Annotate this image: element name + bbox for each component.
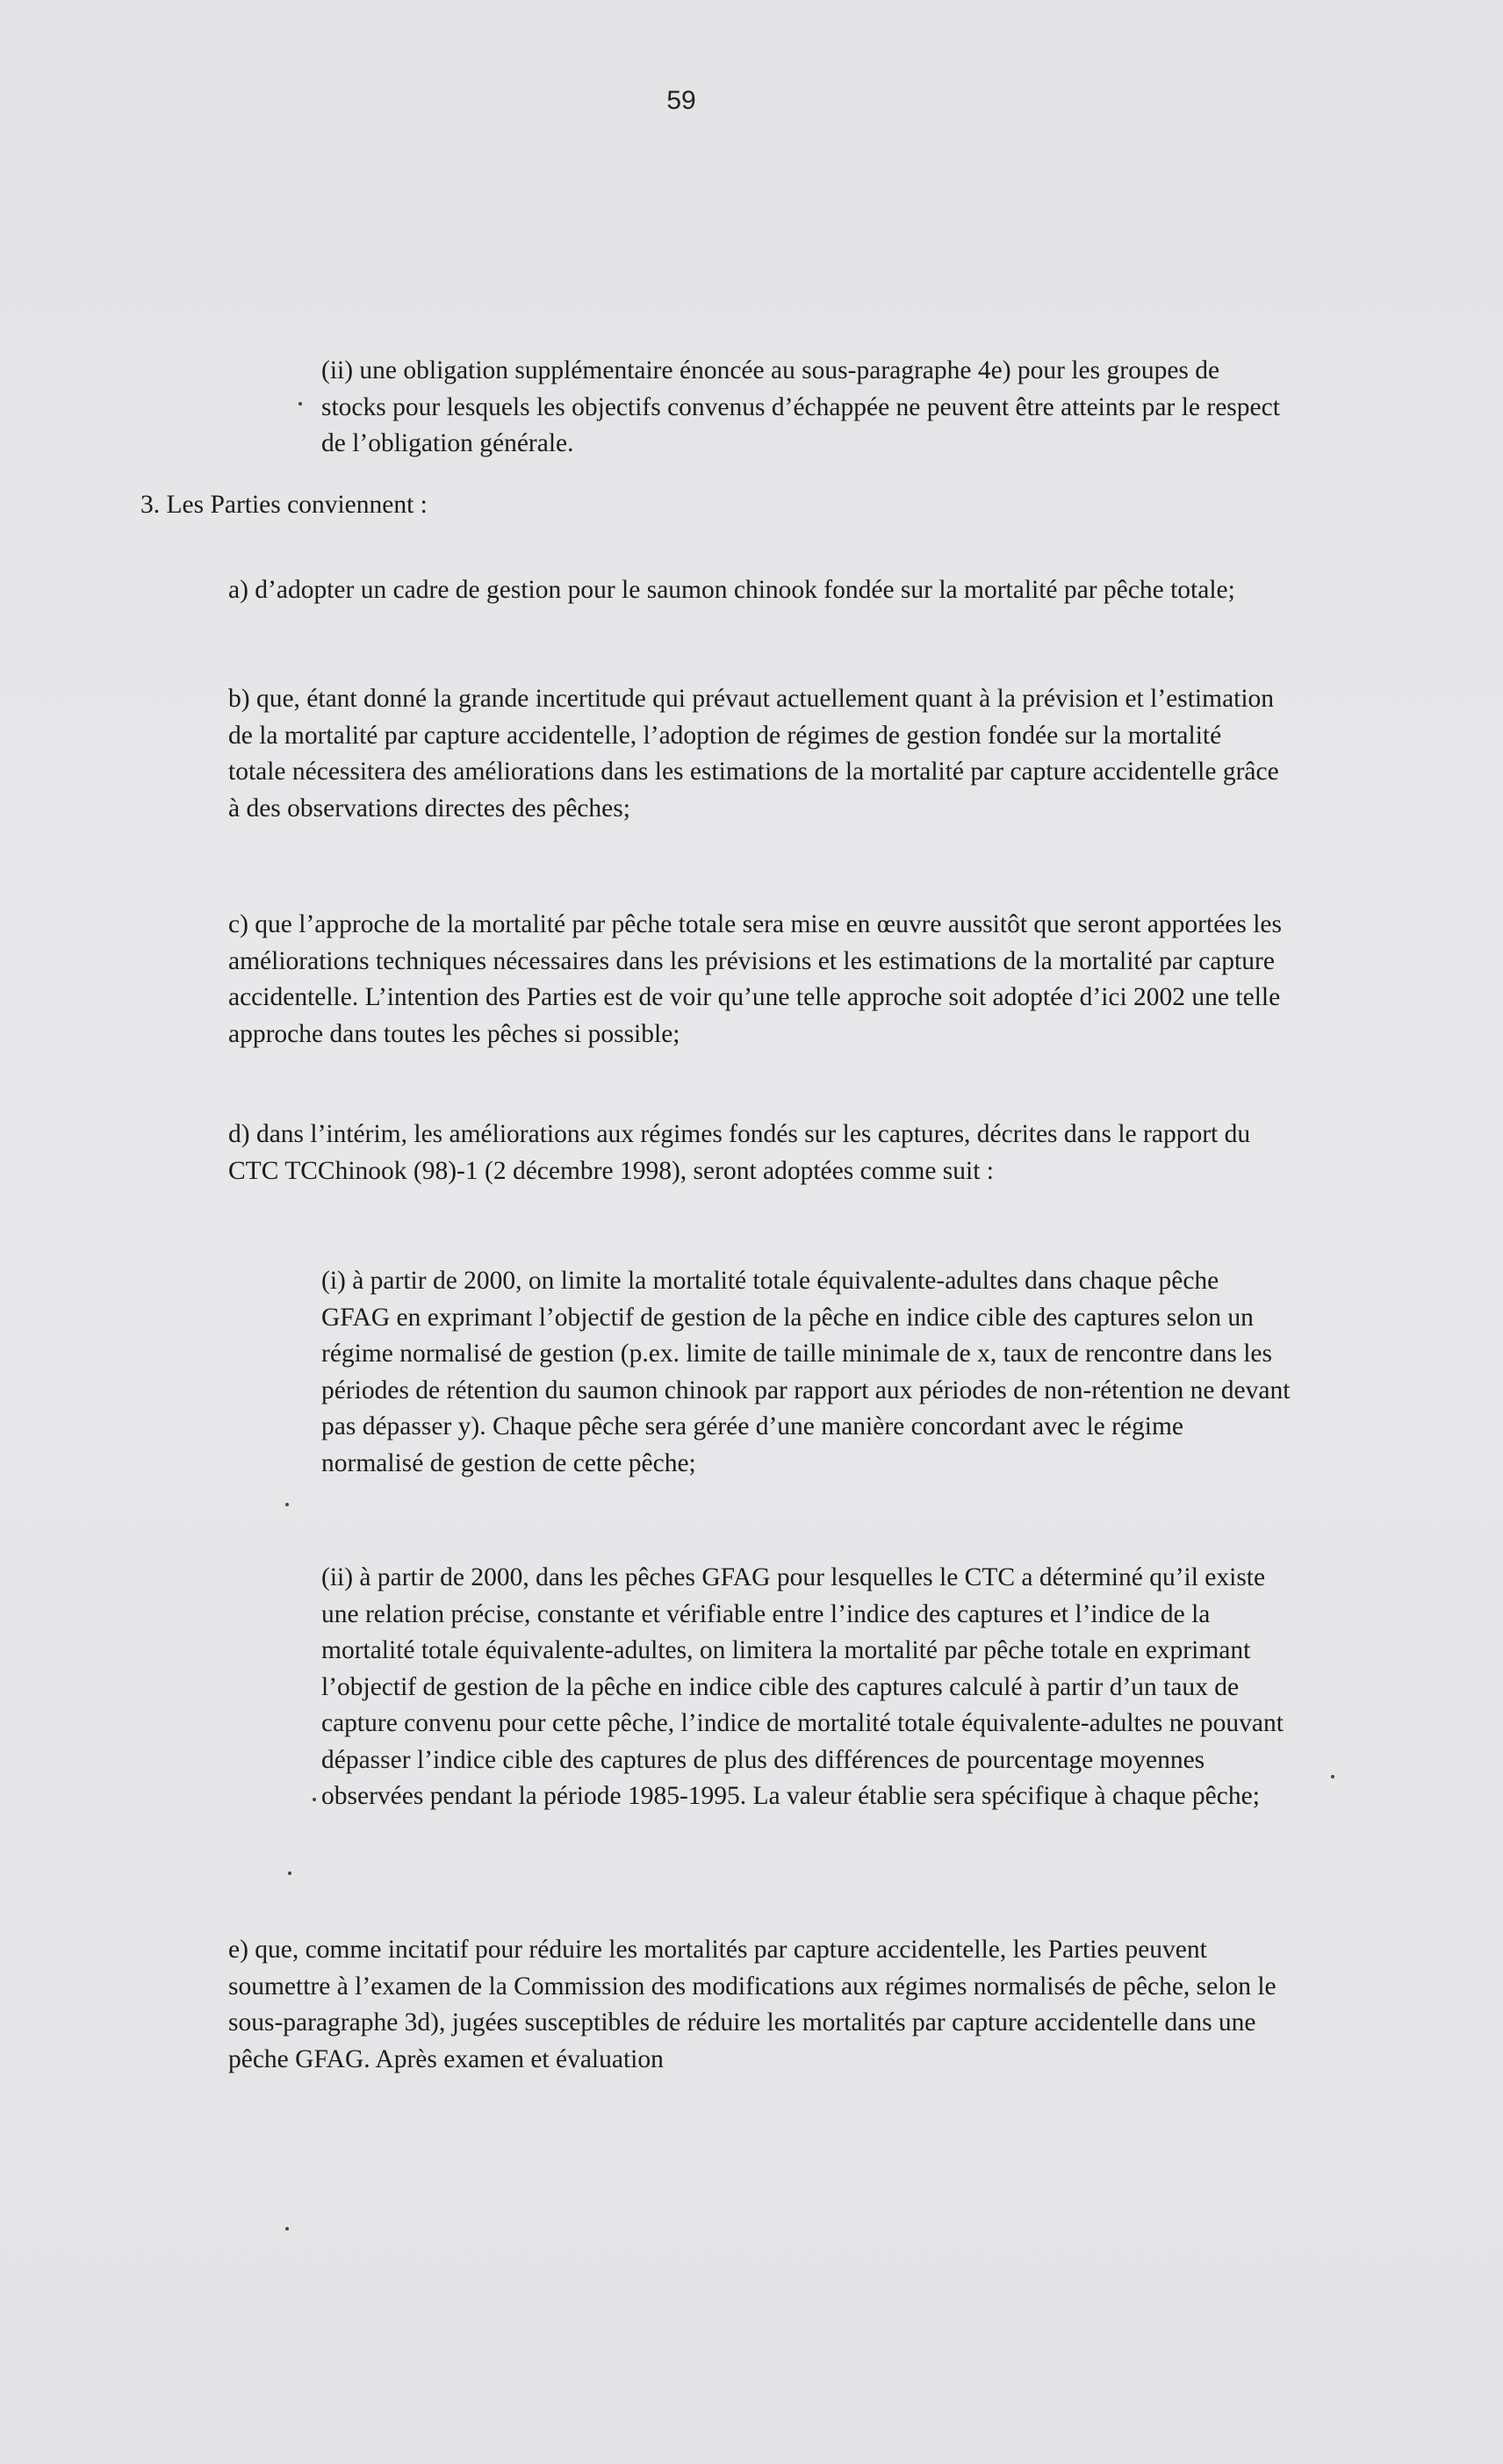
paragraph-item-d: d) dans l’intérim, les améliorations aux régimes fondés sur les captures, décrites dans le rapport du CTC TCChinook (98)-1 (2 décembre 1998), seront adoptées comme suit : <box>228 1120 1251 1185</box>
paragraph-item-d-i: (i) à partir de 2000, on limite la mortalité totale équivalente-adultes dans chaque pêche GFAG en exprimant l’objectif de gestion de la pêche en indice cible des captures selon un régime normalisé de gestion (p.ex. limite de taille minimale de x, taux de rencontre dans les périodes de rétention du saumon chinook par rapport aux périodes de non-rétention ne devant pas dépasser y). Chaque pêche sera gérée d’une manière concordant avec le régime normalisé de gestion de cette pêche; <box>321 1267 1291 1477</box>
scan-speck <box>298 402 302 406</box>
paragraph-item-a: a) d’adopter un cadre de gestion pour le saumon chinook fondée sur la mortalité par pêche totale; <box>228 576 1235 604</box>
paragraph-item-c: c) que l’approche de la mortalité par pêche totale sera mise en œuvre aussitôt que seront apportées les améliorations techniques nécessaires dans les prévisions et les estimations de la mortalité par capture accidentelle. L’intention des Parties est de voir qu’une telle approche soit adoptée d’ici 2002 une telle approche dans toutes les pêches si possible; <box>228 910 1283 1048</box>
section-3-heading: 3. Les Parties conviennent : <box>140 491 428 519</box>
scan-speck <box>288 1871 291 1875</box>
scan-speck <box>285 1503 289 1506</box>
paragraph-item-b: b) que, étant donné la grande incertitude qui prévaut actuellement quant à la prévision et l’estimation de la mortalité par capture accidentelle, l’adoption de régimes de gestion fondée sur la mortalité totale nécessitera des améliorations dans les estimations de la mortalité par capture accidentelle grâce à des observations directes des pêches; <box>228 685 1279 823</box>
scan-speck <box>1331 1775 1334 1778</box>
paragraph-item-d-ii: (ii) à partir de 2000, dans les pêches GFAG pour lesquelles le CTC a déterminé qu’il existe une relation précise, constante et vérifiable entre l’indice des captures et l’indice de la mortalité totale équivalente-adultes, on limitera la mortalité par pêche totale en exprimant l’objectif de gestion de la pêche en indice cible des captures calculé à partir d’un taux de capture convenu pour cette pêche, l’indice de mortalité totale équivalente-adultes ne pouvant dépasser l’indice cible des captures de plus des différences de pourcentage moyennes observées pendant la période 1985-1995. La valeur établie sera spécifique à chaque pêche; <box>321 1563 1284 1810</box>
scan-speck <box>313 1798 316 1801</box>
paragraph-item-e: e) que, comme incitatif pour réduire les mortalités par capture accidentelle, les Parties peuvent soumettre à l’examen de la Commission des modifications aux régimes normalisés de pêche, selon le sous-paragraphe 3d), jugées susceptibles de réduire les mortalités par capture accidentelle dans une pêche GFAG. Après examen et évaluation <box>228 1936 1276 2073</box>
paragraph-intro-ii: (ii) une obligation supplémentaire énoncée au sous-paragraphe 4e) pour les groupes de stocks pour lesquels les objectifs convenus d’échappée ne peuvent être atteints par le respect de l’obligation générale. <box>321 356 1280 457</box>
scan-speck <box>285 2227 289 2231</box>
page-number: 59 <box>666 86 696 115</box>
